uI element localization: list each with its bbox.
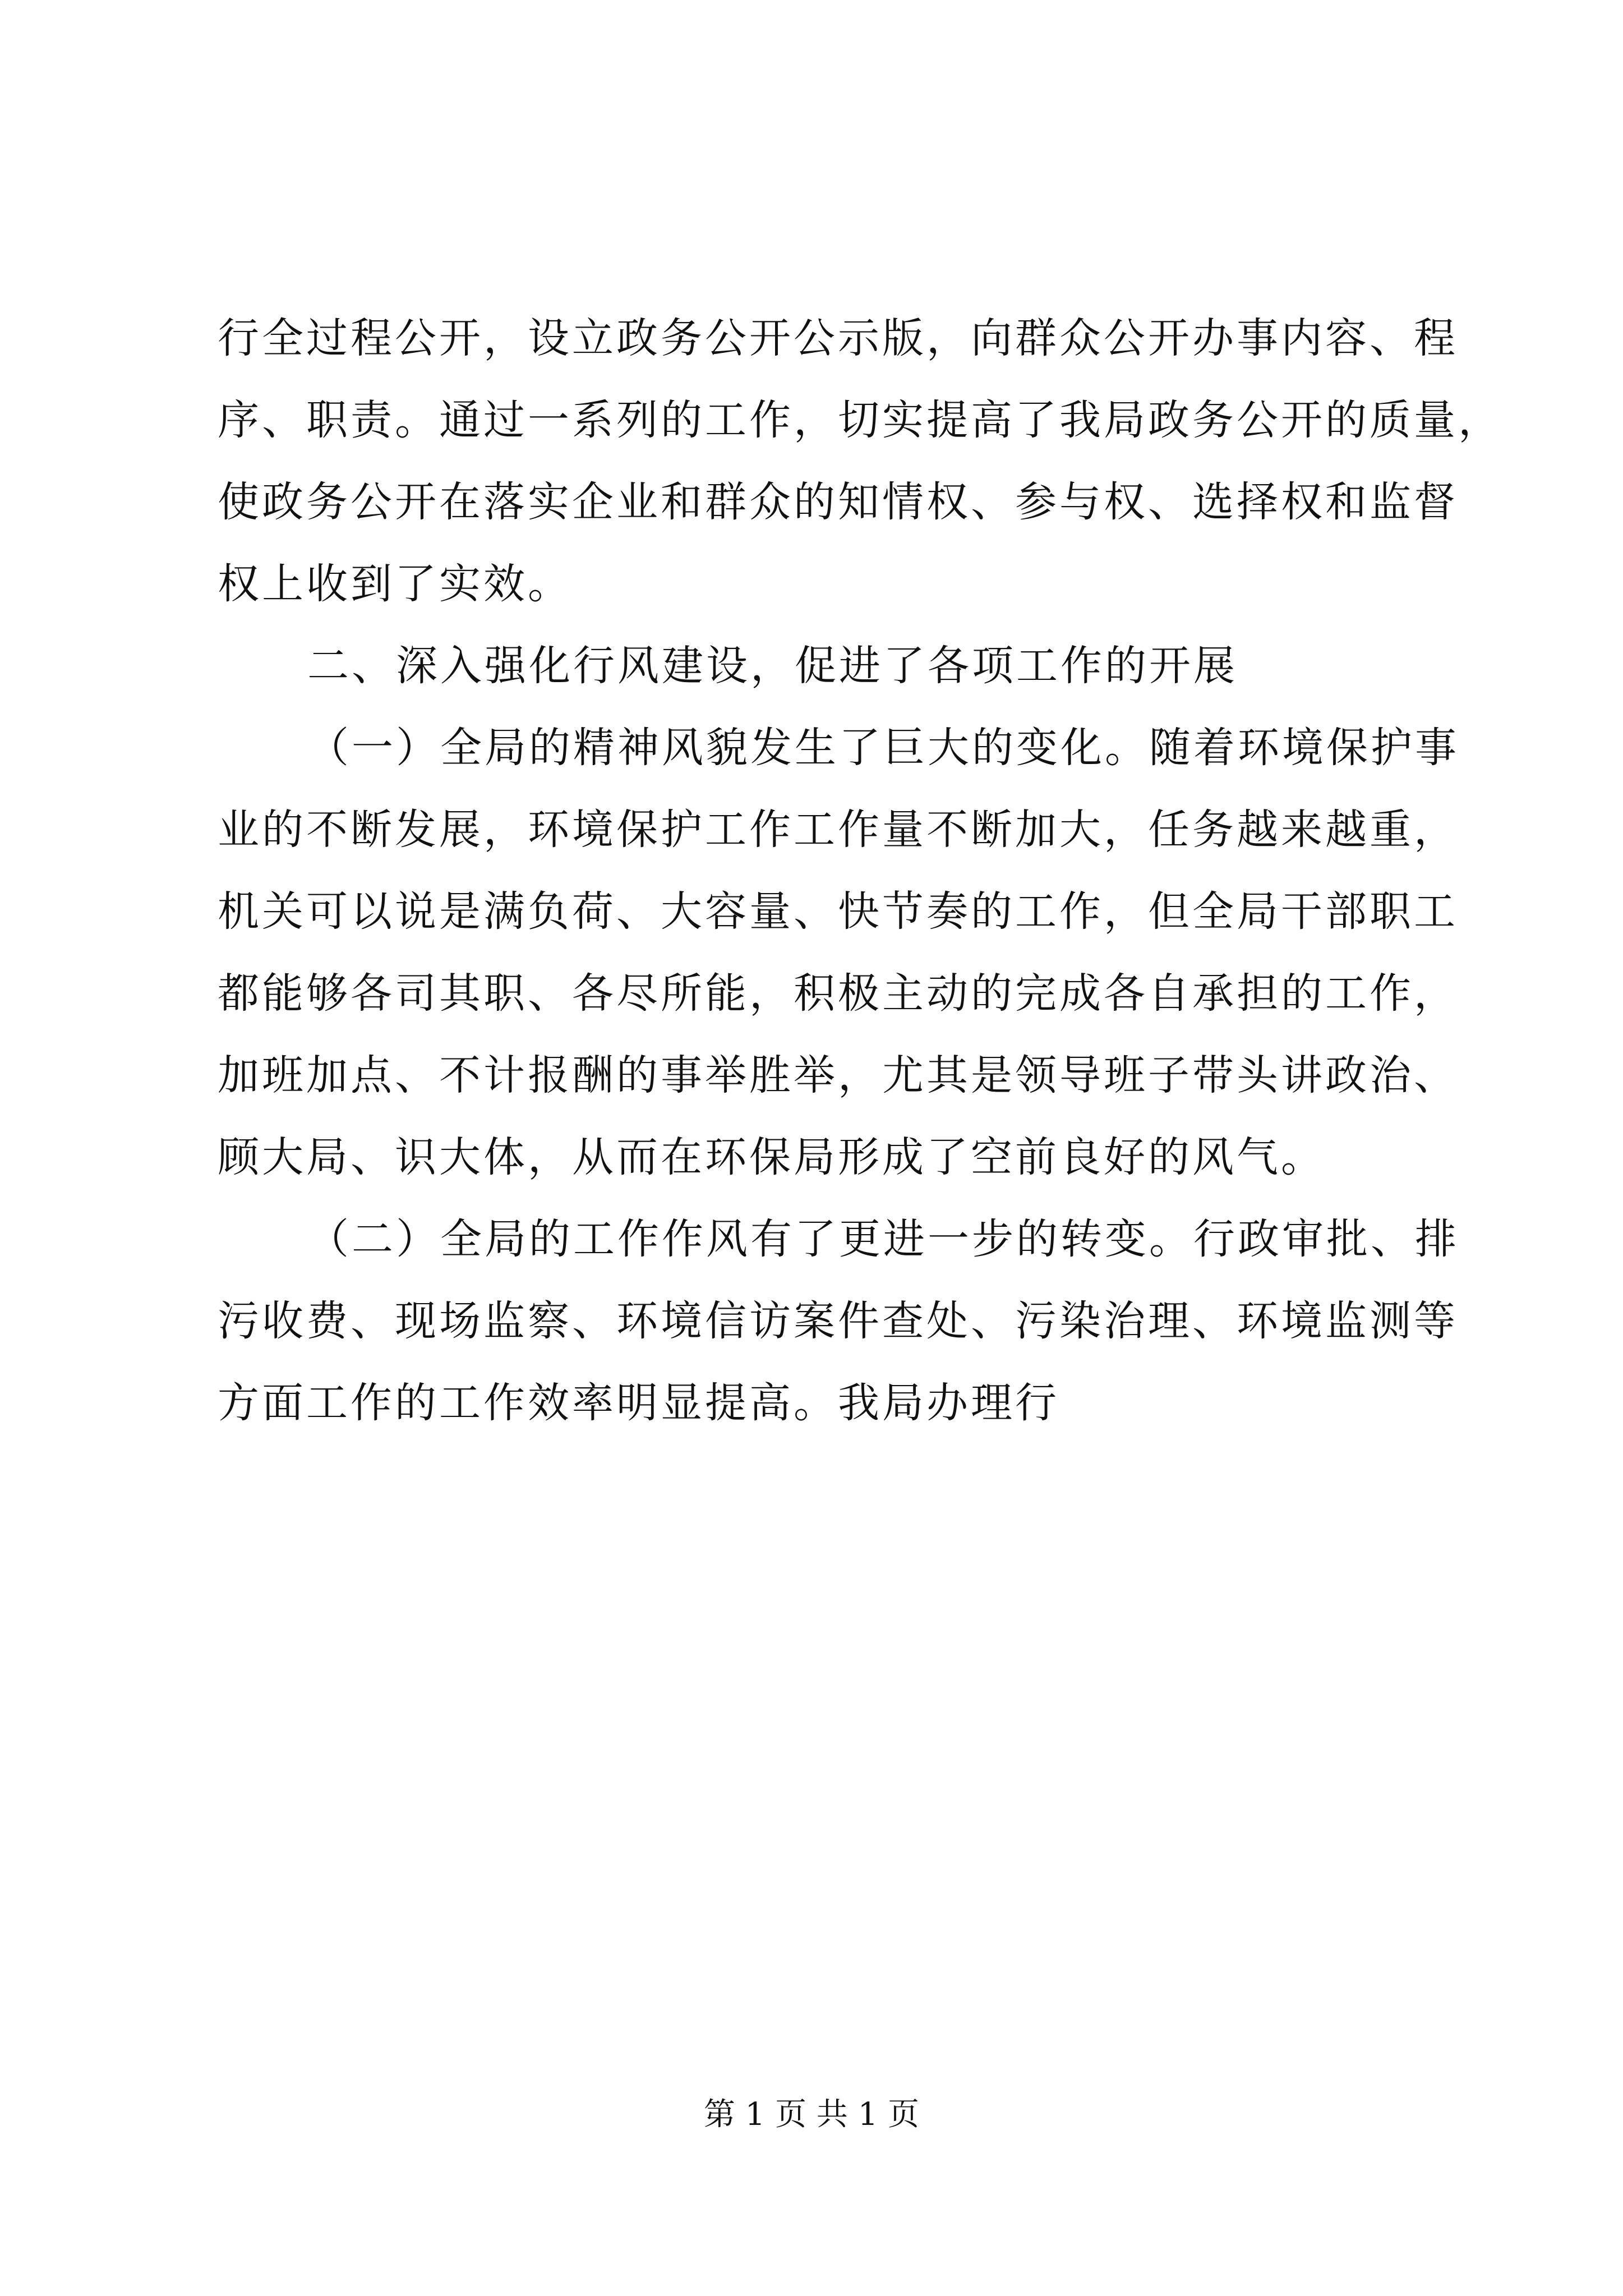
body-line: 都能够各司其职、各尽所能，积极主动的完成各自承担的工作， — [218, 969, 1458, 1018]
section-heading: 二、深入强化行风建设，促进了各项工作的开展 — [307, 642, 1238, 690]
body-line: 使政务公开在落实企业和群众的知情权、参与权、选择权和监督 — [218, 478, 1458, 526]
paragraph-first-line: （二）全局的工作作风有了更进一步的转变。行政审批、排 — [307, 1215, 1459, 1263]
body-line: 序、职责。通过一系列的工作，切实提高了我局政务公开的质量， — [218, 396, 1502, 444]
body-line: 行全过程公开，设立政务公开公示版，向群众公开办事内容、程 — [218, 314, 1458, 362]
body-line: 顾大局、识大体，从而在环保局形成了空前良好的风气。 — [218, 1133, 1325, 1181]
page-footer: 第 1 页 共 1 页 — [703, 2096, 920, 2133]
body-line: 业的不断发展，环境保护工作工作量不断加大，任务越来越重， — [218, 806, 1458, 854]
body-line: 方面工作的工作效率明显提高。我局办理行 — [218, 1379, 1059, 1427]
body-line: 污收费、现场监察、环境信访案件查处、污染治理、环境监测等 — [218, 1297, 1458, 1345]
body-line: 机关可以说是满负荷、大容量、快节奏的工作，但全局干部职工 — [218, 887, 1458, 936]
body-line: 权上收到了实效。 — [218, 560, 572, 608]
document-body — [218, 297, 1502, 1444]
paragraph-first-line: （一）全局的精神风貌发生了巨大的变化。随着环境保护事 — [307, 724, 1459, 772]
body-line: 加班加点、不计报酬的事举胜举，尤其是领导班子带头讲政治、 — [218, 1051, 1458, 1099]
